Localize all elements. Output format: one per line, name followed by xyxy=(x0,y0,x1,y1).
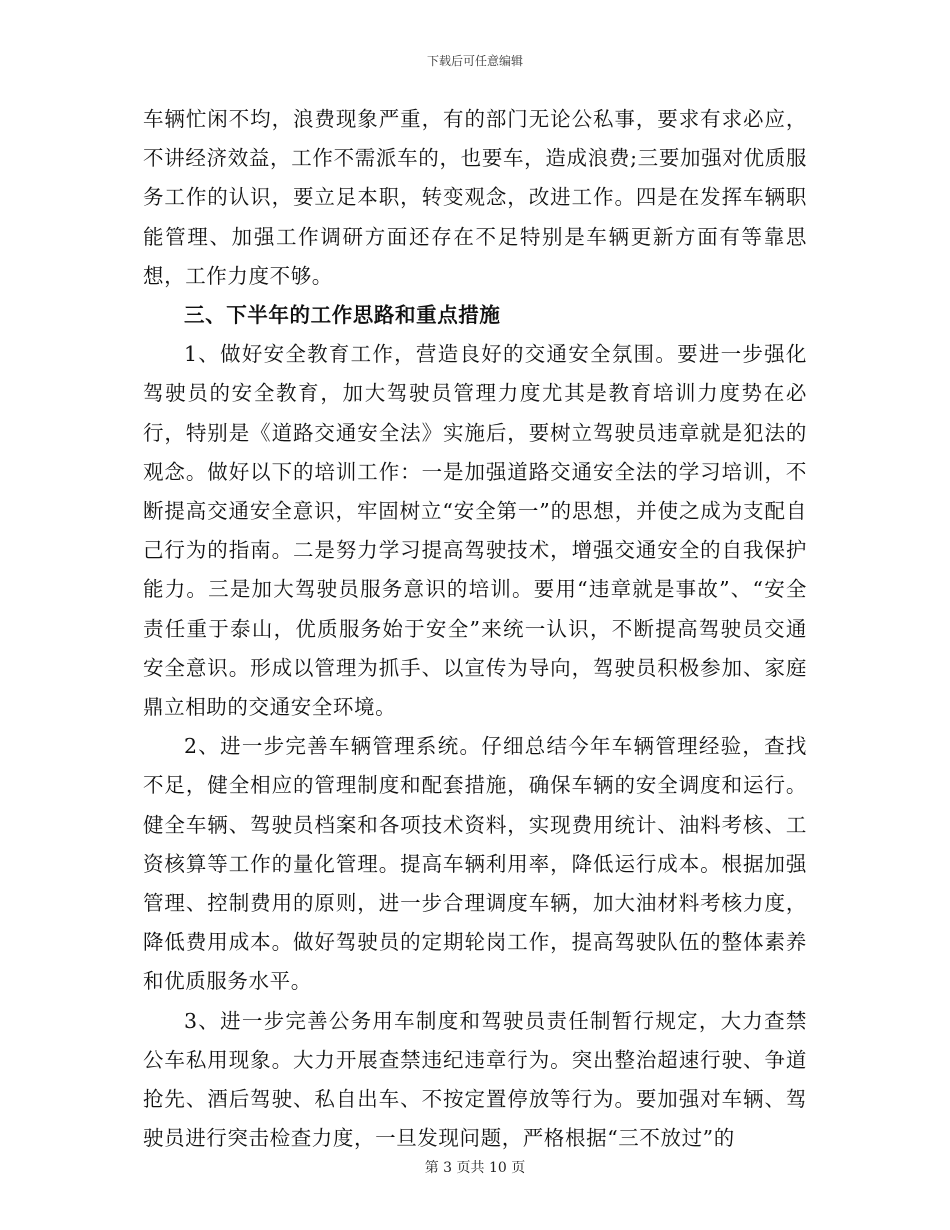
page-number-footer: 第 3 页共 10 页 xyxy=(424,1160,526,1176)
paragraph-item-1: 1、做好安全教育工作，营造良好的交通安全氛围。要进一步强化驾驶员的安全教育，加大驾驶员管理力度尤其是教育培训力度势在必行，特别是《道路交通安全法》实施后，要树立驾驶员违章就是犯法的观念。做好以下的培训工作：一是加强道路交通安全法的学习培训，不断提高交通安全意识，牢固树立“安全第一”的思想，并使之成为支配自己行为的指南。二是努力学习提高驾驶技术，增强交通安全的自我保护能力。三是加大驾驶员服务意识的培训。要用“违章就是事故”、“安全责任重于泰山，优质服务始于安全”来统一认识，不断提高驾驶员交通安全意识。形成以管理为抓手、以宣传为导向，驾驶员积极参加、家庭鼎立相助的交通安全环境。 xyxy=(143,342,807,720)
paragraph-continuation: 车辆忙闲不均，浪费现象严重，有的部门无论公私事，要求有求必应，不讲经济效益，工作不需派车的，也要车，造成浪费;三要加强对优质服务工作的认识，要立足本职，转变观念，改进工作。四是在发挥车辆职能管理、加强工作调研方面还存在不足特别是车辆更新方面有等靠思想，工作力度不够。 xyxy=(143,107,807,288)
document-body xyxy=(143,100,807,1158)
page-header: 下载后可任意编辑 xyxy=(426,54,523,68)
section-heading: 三、下半年的工作思路和重点措施 xyxy=(184,303,501,328)
paragraph-item-3: 3、进一步完善公务用车制度和驾驶员责任制暂行规定，大力查禁公车私用现象。大力开展查禁违纪违章行为。突出整治超速行驶、争道抢先、酒后驾驶、私自出车、不按定置停放等行为。要加强对车辆、驾驶员进行突击检查力度，一旦发现问题，严格根据“三不放过”的 xyxy=(143,1008,807,1151)
paragraph-item-2: 2、进一步完善车辆管理系统。仔细总结今年车辆管理经验，查找不足，健全相应的管理制度和配套措施，确保车辆的安全调度和运行。健全车辆、驾驶员档案和各项技术资料，实现费用统计、油料考核、工资核算等工作的量化管理。提高车辆利用率，降低运行成本。根据加强管理、控制费用的原则，进一步合理调度车辆，加大油材料考核力度，降低费用成本。做好驾驶员的定期轮岗工作，提高驾驶队伍的整体素养和优质服务水平。 xyxy=(143,734,807,994)
